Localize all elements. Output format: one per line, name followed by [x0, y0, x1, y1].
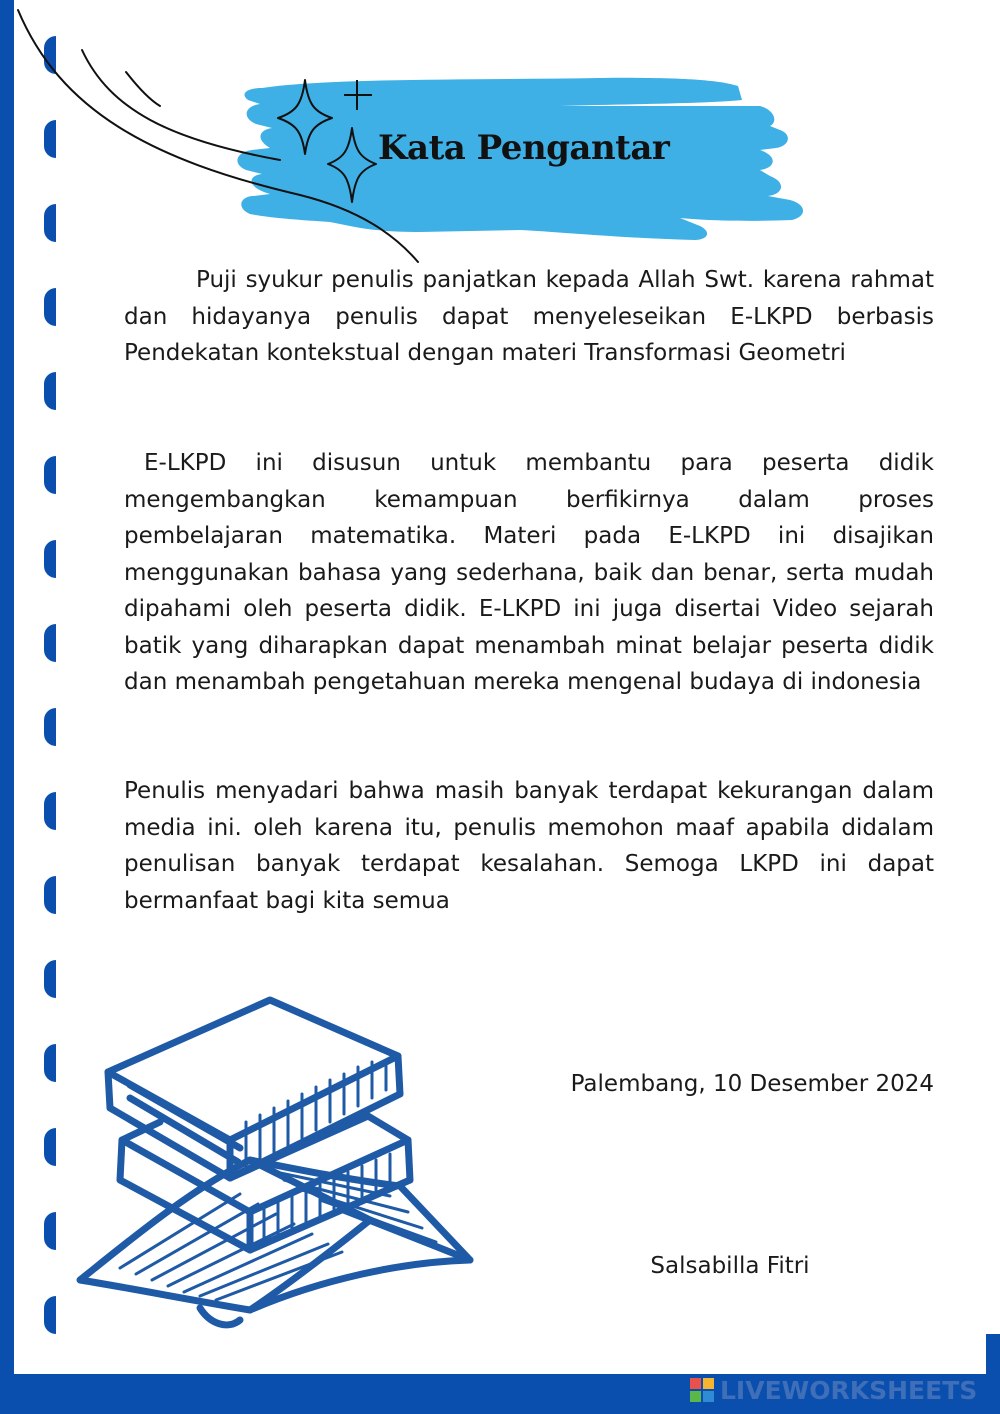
liveworksheets-logo-icon	[690, 1378, 716, 1404]
books-stack-icon	[108, 1000, 410, 1250]
binding-hole	[44, 960, 56, 998]
liveworksheets-watermark	[690, 1376, 990, 1406]
binding-hole	[44, 372, 56, 410]
binding-hole	[44, 876, 56, 914]
binding-hole	[44, 624, 56, 662]
binding-hole	[44, 540, 56, 578]
binding-hole	[44, 708, 56, 746]
binding-hole	[44, 1212, 56, 1250]
binding-hole	[44, 1128, 56, 1166]
intro-paragraph-1: Puji syukur penulis panjatkan kepada Allah Swt. karena rahmat dan hidayanya penulis dapat menyeleseikan E-LKPD berbasis Pendekatan kontekstual dengan materi Transformasi Geometri	[124, 267, 934, 366]
binding-hole	[44, 792, 56, 830]
author-name: Salsabilla Fitri	[650, 1253, 810, 1279]
watermark-text: LIVEWORKSHEETS	[720, 1376, 978, 1405]
binding-hole	[44, 1296, 56, 1334]
intro-paragraph-3: Penulis menyadari bahwa masih banyak terdapat kekurangan dalam media ini. oleh karena itu, penulis memohon maaf apabila didalam penulisan banyak terdapat kesalahan. Semoga LKPD ini dapat bermanfaat bagi kita semua	[124, 778, 934, 914]
binding-hole	[44, 288, 56, 326]
binding-hole	[44, 1044, 56, 1082]
books-illustration	[70, 990, 490, 1350]
binding-hole	[44, 456, 56, 494]
intro-paragraph-2: E-LKPD ini disusun untuk membantu para peserta didik mengembangkan kemampuan berfikirnya dalam proses pembelajaran matematika. Materi pada E-LKPD ini disajikan menggunakan bahasa yang sederhana, baik dan benar, serta mudah dipahami oleh peserta didik. E-LKPD ini juga disertai Video sejarah batik yang diharapkan dapat menambah minat belajar peserta didik dan menambah pengetahuan mereka mengenal budaya di indonesia	[124, 450, 934, 695]
place-and-date: Palembang, 10 Desember 2024	[570, 1071, 934, 1097]
page-title: Kata Pengantar	[378, 128, 670, 168]
